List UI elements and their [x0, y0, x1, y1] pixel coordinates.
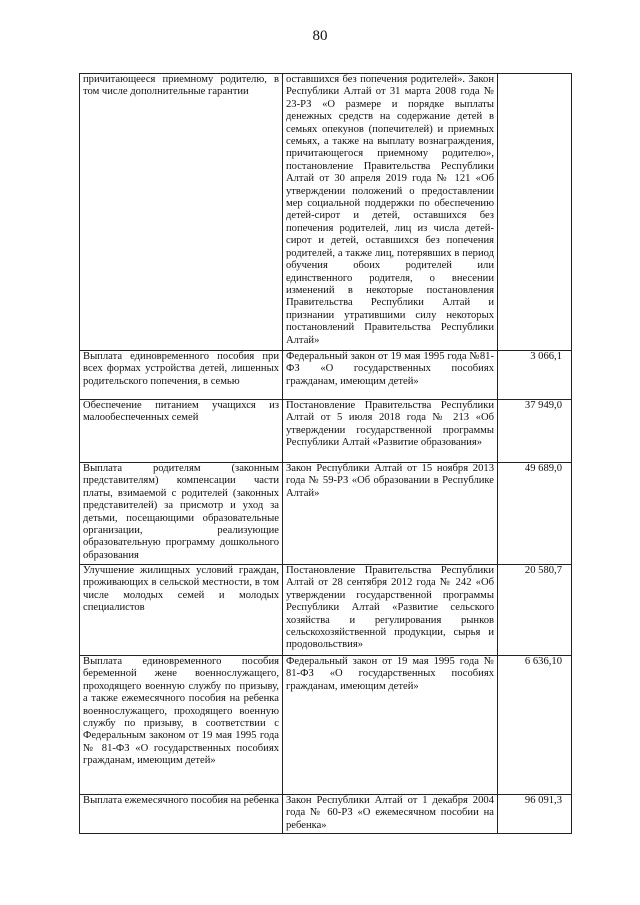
table-row: [80, 400, 572, 463]
measure-cell: Улучшение жилищных условий граждан, проживающих в сельской местности, в том числе молодых семей и молодых специалистов: [80, 565, 283, 656]
measure-cell: Выплата единовременного пособия беременной жене военнослужащего, проходящего военную службу по призыву, а также ежемесячного пособия на ребенка военнослужащего, проходящего военную службу по призыву, в соответствии с Федеральным законом от 19 мая 1995 года № 81-ФЗ «О государственных пособиях гражданам, имеющим детей»: [80, 656, 283, 795]
measure-cell: Выплата родителям (законным представителям) компенсации части платы, взимаемой с родителей (законных представителей) за присмотр и уход за детьми, посещающими образовательные организации, реализующие образовательную программу дошкольного образования: [80, 463, 283, 565]
measure-cell: причитающееся приемному родителю, в том числе дополнительные гарантии: [80, 74, 283, 351]
amount-cell: 37 949,0: [498, 400, 572, 463]
amount-cell: 96 091,3: [498, 795, 572, 834]
legal-basis-cell: Постановление Правительства Республики Алтай от 5 июля 2018 года № 213 «Об утверждении государственной программы Республики Алтай «Развитие образования»: [283, 400, 498, 463]
measure-cell: Обеспечение питанием учащихся из малообеспеченных семей: [80, 400, 283, 463]
table-row: [80, 463, 572, 565]
measure-cell: Выплата единовременного пособия при всех формах устройства детей, лишенных родительского попечения, в семью: [80, 351, 283, 400]
amount-cell: 20 580,7: [498, 565, 572, 656]
table-row: [80, 351, 572, 400]
legal-basis-cell: Федеральный закон от 19 мая 1995 года №81-ФЗ «О государственных пособиях гражданам, имеющим детей»: [283, 351, 498, 400]
legal-basis-cell: Закон Республики Алтай от 15 ноября 2013 года № 59-РЗ «Об образовании в Республике Алтай»: [283, 463, 498, 565]
legal-basis-cell: оставшихся без попечения родителей». Закон Республики Алтай от 31 марта 2008 года № 23-РЗ «О размере и порядке выплаты денежных средств на содержание детей в семьях опекунов (попечителей) и приемных семьях, а также на выплату вознаграждения, причитающегося приемному родителю», постановление Правительства Республики Алтай от 30 апреля 2019 года № 121 «Об утверждении положений о предоставлении мер социальной поддержки по обеспечению детей-сирот и детей, оставшихся без попечения родителей, лиц из числа детей-сирот и детей, оставшихся без попечения родителей, а также лиц, потерявших в период обучения обоих родителей или единственного родителя, о внесении изменений в некоторые постановления Правительства Республики Алтай и признании утратившими силу некоторых постановлений Правительства Республики Алтай»: [283, 74, 498, 351]
measure-cell: Выплата ежемесячного пособия на ребенка: [80, 795, 283, 834]
page-number: 80: [312, 28, 328, 44]
benefits-table: [79, 73, 572, 834]
amount-cell: 6 636,10: [498, 656, 572, 795]
table-row: [80, 565, 572, 656]
amount-cell: 3 066,1: [498, 351, 572, 400]
legal-basis-cell: Постановление Правительства Республики Алтай от 28 сентября 2012 года № 242 «Об утверждении государственной программы Республики Алтай «Развитие сельского хозяйства и регулирования рынков сельскохозяйственной продукции, сырья и продовольствия»: [283, 565, 498, 656]
amount-cell: [498, 74, 572, 351]
table-row: [80, 656, 572, 795]
legal-basis-cell: Федеральный закон от 19 мая 1995 года № 81-ФЗ «О государственных пособиях гражданам, имеющим детей»: [283, 656, 498, 795]
legal-basis-cell: Закон Республики Алтай от 1 декабря 2004 года № 60-РЗ «О ежемесячном пособии на ребенка»: [283, 795, 498, 834]
table-row: [80, 795, 572, 834]
table-row: [80, 74, 572, 351]
amount-cell: 49 689,0: [498, 463, 572, 565]
